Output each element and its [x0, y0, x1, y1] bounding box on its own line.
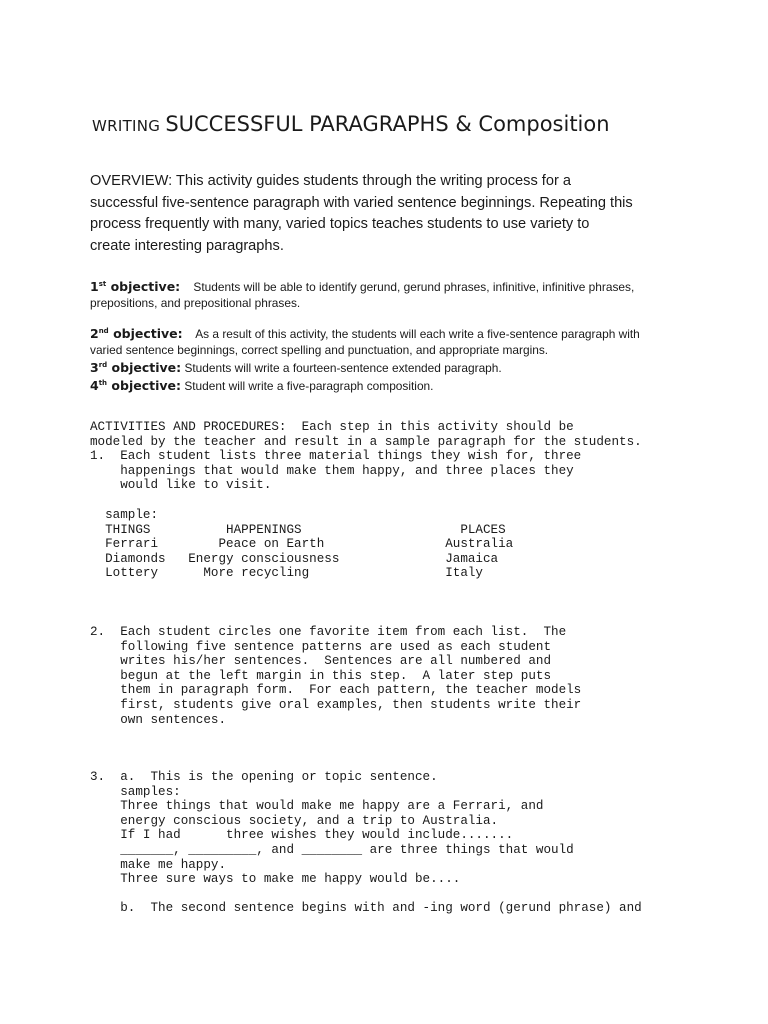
- text-line: 2. Each student circles one favorite item from each list. The: [90, 625, 567, 639]
- objective-4: 4th objective: Student will write a five-paragraph composition.: [90, 378, 434, 394]
- text-line: energy conscious society, and a trip to Australia.: [90, 813, 499, 828]
- overview-line: process frequently with many, varied topics teaches students to use variety to: [90, 216, 590, 232]
- text-line: writes his/her sentences. Sentences are all numbered and: [90, 654, 552, 669]
- text-line: make me happy.: [90, 857, 227, 872]
- text-line: first, students give oral examples, then students write their: [90, 697, 582, 712]
- activities-section: [90, 420, 642, 493]
- objective-2: 2nd objective: As a result of this activity, the students will each write a five-sentence paragraph with varied sentence beginnings, correct spelling and punctuation, and appropriate margins.: [90, 326, 640, 358]
- text-line: would like to visit.: [90, 478, 272, 493]
- text-line: sample:: [90, 508, 159, 522]
- sample-table: [90, 508, 513, 581]
- text-line: 1. Each student lists three material things they wish for, three: [90, 449, 582, 464]
- text-line: Ferrari Peace on Earth Australia: [90, 537, 514, 552]
- text-line: _______, _________, and ________ are three things that would: [90, 842, 574, 857]
- objective-label: objective:: [111, 360, 182, 376]
- objective-label: objective:: [111, 378, 181, 394]
- objective-label: objective:: [110, 279, 181, 295]
- objective-label: objective:: [113, 326, 183, 342]
- text-line: following five sentence patterns are used as each student: [90, 639, 552, 654]
- text-line: modeled by the teacher and result in a sample paragraph for the students.: [90, 434, 642, 449]
- objective-1: 1st objective: Students will be able to identify gerund, gerund phrases, infinitive, infinitive phrases, prepositions, and prepositional phrases.: [90, 279, 635, 311]
- text-line: [90, 887, 642, 902]
- text-line: THINGS HAPPENINGS PLACES: [90, 522, 506, 537]
- title-main: SUCCESSFUL PARAGRAPHS & Composition: [165, 112, 610, 136]
- text-line: begun at the left margin in this step. A later step puts: [90, 668, 552, 683]
- text-line: Three sure ways to make me happy would be....: [90, 872, 461, 887]
- overview-line: create interesting paragraphs.: [90, 237, 284, 254]
- text-line: them in paragraph form. For each pattern, the teacher models: [90, 683, 582, 698]
- text-line: ACTIVITIES AND PROCEDURES: Each step in this activity should be: [90, 420, 574, 434]
- text-line: samples:: [90, 784, 181, 799]
- overview-line: successful five-sentence paragraph with varied sentence beginnings. Repeating this: [90, 194, 633, 211]
- objective-3: 3rd objective: Students will write a fourteen-sentence extended paragraph.: [90, 360, 502, 376]
- title-prefix: WRITING: [92, 117, 161, 135]
- step-3: [90, 770, 642, 916]
- text-line: If I had three wishes they would include.......: [90, 828, 514, 843]
- text-line: happenings that would make them happy, and three places they: [90, 463, 574, 478]
- text-line: b. The second sentence begins with and -ing word (gerund phrase) and: [90, 901, 642, 916]
- step-2: [90, 625, 581, 727]
- text-line: Lottery More recycling Italy: [90, 566, 483, 581]
- text-line: own sentences.: [90, 712, 227, 727]
- overview-paragraph: [90, 171, 710, 257]
- text-line: 3. a. This is the opening or topic sentence.: [90, 770, 438, 784]
- text-line: Diamonds Energy consciousness Jamaica: [90, 551, 499, 566]
- text-line: Three things that would make me happy are a Ferrari, and: [90, 799, 544, 814]
- overview-line: OVERVIEW: This activity guides students through the writing process for a: [90, 173, 572, 189]
- document-title: [92, 112, 610, 136]
